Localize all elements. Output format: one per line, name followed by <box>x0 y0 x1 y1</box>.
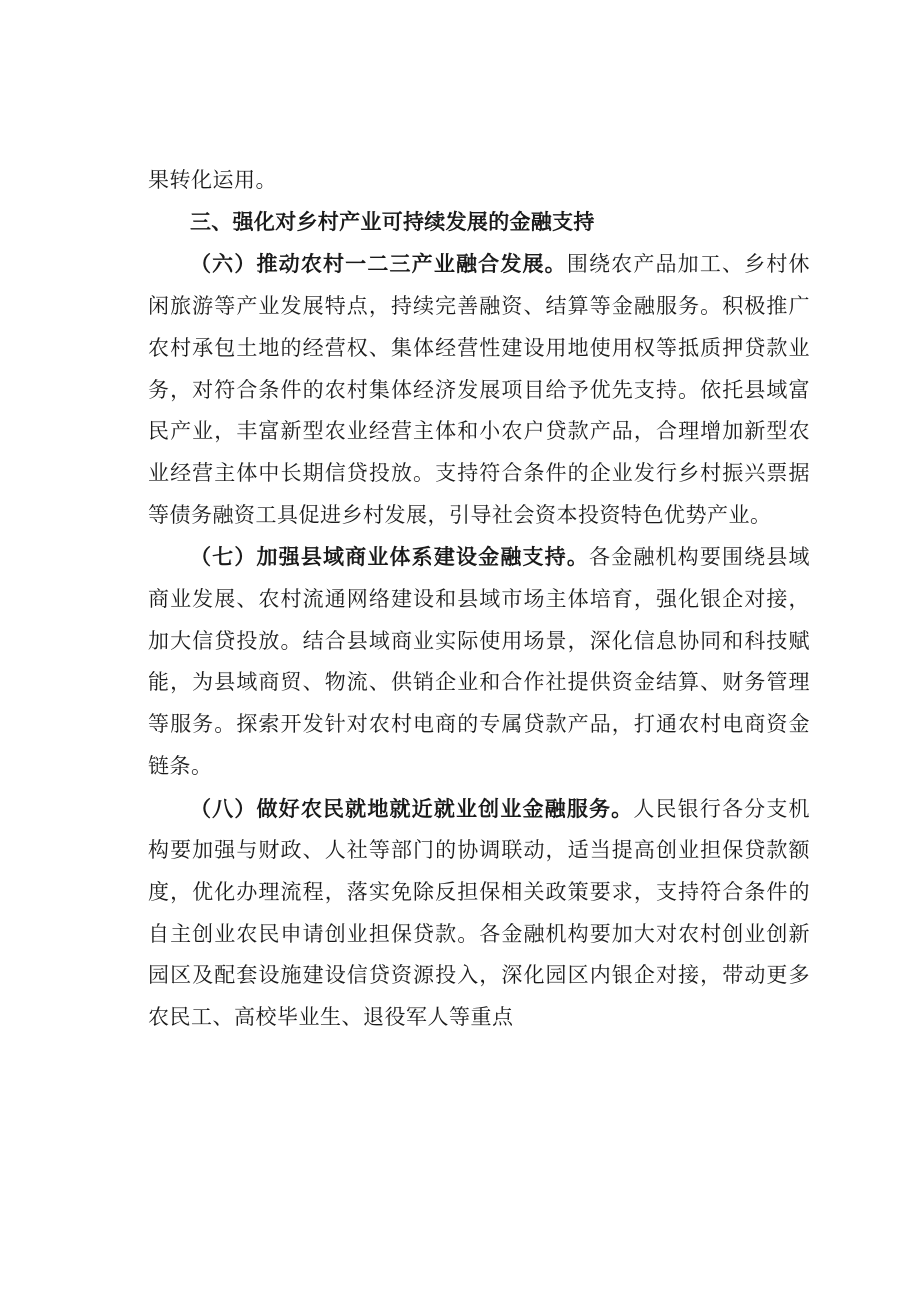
paragraph-8-lead: （八）做好农民就地就近就业创业金融服务。 <box>190 795 634 821</box>
document-body <box>148 160 810 1039</box>
section-heading: 三、强化对乡村产业可持续发展的金融支持 <box>190 209 595 234</box>
continuation-text: 果转化运用。 <box>148 168 277 192</box>
paragraph-6-lead: （六）推动农村一二三产业融合发展。 <box>190 251 567 277</box>
paragraph-7-body: 各金融机构要围绕县域商业发展、农村流通网络建设和县域市场主体培育，强化银企对接，加大信贷投放。结合县域商业实际使用场景，深化信息协同和科技赋能，为县域商贸、物流、供销企业和合作社提供资金结算、财务管理等服务。探索开发针对农村电商的专属贷款产品，打通农村电商资金链条。 <box>148 545 810 778</box>
paragraph-7-lead: （七）加强县域商业体系建设金融支持。 <box>190 544 589 570</box>
paragraph-7 <box>148 536 810 787</box>
paragraph-8 <box>148 788 810 1039</box>
paragraph-6 <box>148 243 810 536</box>
paragraph-8-body: 人民银行各分支机构要加强与财政、人社等部门的协调联动，适当提高创业担保贷款额度，优化办理流程，落实免除反担保相关政策要求，支持符合条件的自主创业农民申请创业担保贷款。各金融机构要加大对农村创业创新园区及配套设施建设信贷资源投入，深化园区内银企对接，带动更多农民工、高校毕业生、退役军人等重点 <box>148 796 811 1030</box>
paragraph-6-body: 围绕农产品加工、乡村休闲旅游等产业发展特点，持续完善融资、结算等金融服务。积极推广农村承包土地的经营权、集体经营性建设用地使用权等抵质押贷款业务，对符合条件的农村集体经济发展项目给予优先支持。依托县域富民产业，丰富新型农业经营主体和小农户贷款产品，合理增加新型农业经营主体中长期信贷投放。支持符合条件的企业发行乡村振兴票据等债务融资工具促进乡村发展，引导社会资本投资特色优势产业。 <box>148 252 811 527</box>
